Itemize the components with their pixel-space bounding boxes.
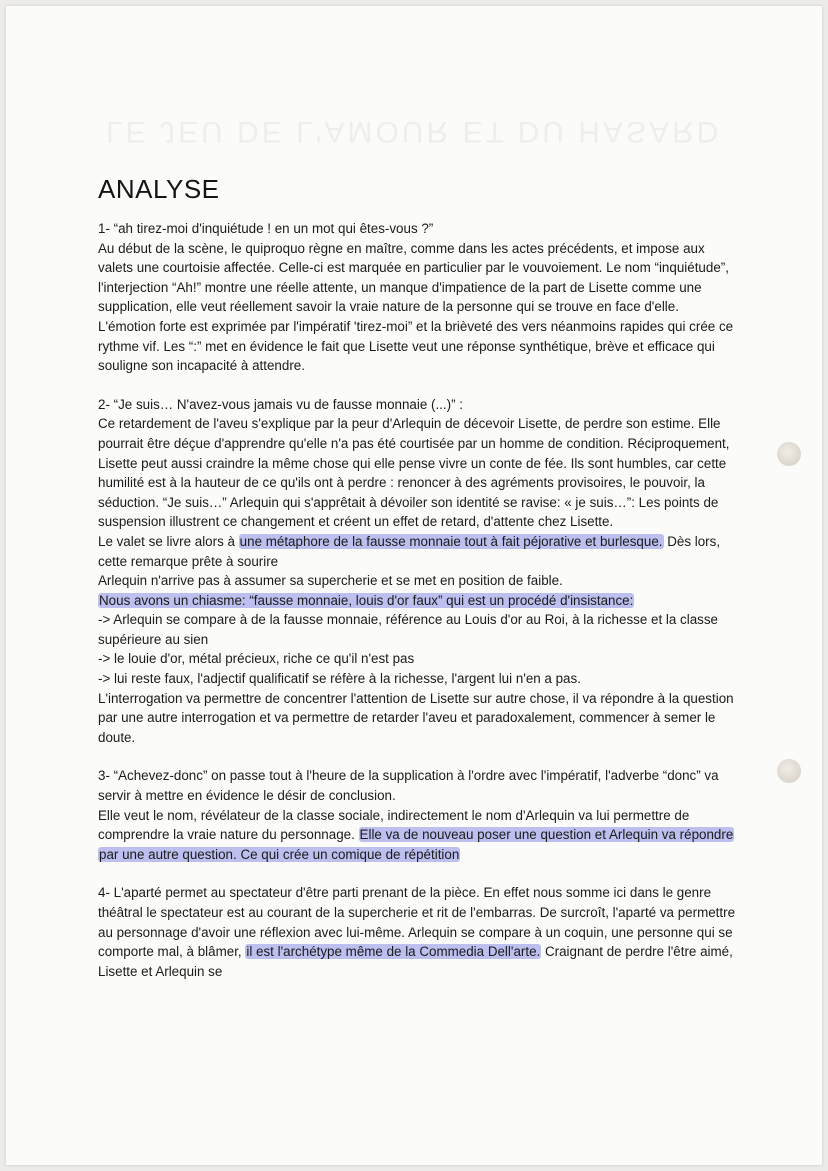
- paragraph-line: [98, 239, 738, 376]
- text-segment: Au début de la scène, le quiproquo règne en maître, comme dans les actes précédents, et impose aux valets une courtoisie affectée. Celle-ci est marquée en particulier par le vouvoiement. Le nom “inquiétude”, l'interjection “Ah!” montre une réelle attente, un manque d'impatience de la part de Lisette comme une supplication, elle veut réellement savoir la vraie nature de la personne qui se trouve en face d'elle. L'émotion forte est exprimée par l'impératif 'tirez-moi” et la brièveté des vers néanmoins rapides qui crée ce rythme vif. Les “:” met en évidence le fait que Lisette veut une réponse synthétique, brève et efficace qui souligne son incapacité à attendre.: [98, 240, 734, 374]
- text-segment: Le valet se livre alors à: [98, 533, 239, 549]
- text-segment: 2- “Je suis… N'avez-vous jamais vu de fausse monnaie (...)” :: [98, 396, 463, 412]
- document-page: [6, 6, 822, 1165]
- analysis-section-4: [98, 883, 738, 981]
- paragraph-line: [98, 591, 738, 611]
- analysis-section-1: [98, 219, 738, 376]
- paragraph-line: [98, 395, 738, 415]
- text-segment: -> lui reste faux, l'adjectif qualificatif se réfère à la richesse, l'argent lui n'en a pas.: [98, 671, 581, 687]
- text-segment: Elle veut le nom, révélateur de la classe sociale, indirectement le nom d'Arlequin va lui permettre de comprendre la vraie nature du personnage.: [98, 807, 690, 843]
- punch-hole-bottom: [777, 759, 801, 783]
- paragraph-line: [98, 669, 738, 689]
- text-segment: Arlequin n'arrive pas à assumer sa supercherie et se met en position de faible.: [98, 573, 563, 589]
- paragraph-line: [98, 414, 738, 532]
- text-segment: -> Arlequin se compare à de la fausse monnaie, référence au Louis d'or au Roi, à la richesse et la classe supérieure au sien: [98, 612, 718, 647]
- page-title: ANALYSE: [98, 174, 220, 204]
- text-segment: Ce retardement de l'aveu s'explique par la peur d'Arlequin de décevoir Lisette, de perdre son estime. Elle pourrait être déçue d'apprendre qu'elle n'a pas été courtisée par un homme de condition. Réciproquement, Lisette peut aussi craindre la même chose qui elle pense vivre un conte de fée. Ils sont humbles, car cette humilité est à la hauteur de ce qu'ils ont à perdre : renoncer à des agréments provisoires, le pouvoir, la séduction. “Je suis…” Arlequin qui s'apprêtait à dévoiler son identité se ravise: « je suis…”: Les points de suspension illustrent ce changement et créent un effet de retard, d'attente chez Lisette.: [98, 416, 730, 530]
- text-segment: 1- “ah tirez-moi d'inquiétude ! en un mot qui êtes-vous ?”: [98, 221, 434, 236]
- text-segment: Dès lors, cette remarque prête à sourire: [98, 533, 721, 569]
- bleed-through-title: LE JEU DE L'AMOUR ET DU HASARD: [106, 115, 722, 148]
- highlighted-text: il est l'archétype même de la Commedia Dell'arte.: [246, 944, 541, 960]
- analysis-sections: [98, 219, 738, 981]
- paragraph-line: [98, 806, 738, 865]
- paragraph-line: [98, 649, 738, 669]
- paragraph-line: [98, 883, 738, 981]
- paragraph-line: [98, 532, 738, 571]
- paragraph-line: [98, 689, 738, 748]
- paragraph-line: [98, 571, 738, 591]
- highlighted-text: Elle va de nouveau poser une question et Arlequin va répondre par une autre question. Ce qui crée un comique de répétition: [99, 827, 734, 862]
- highlighted-text: Nous avons un chiasme: “fausse monnaie, louis d'or faux” qui est un procédé d'insistance:: [99, 592, 634, 608]
- paragraph-line: [98, 766, 738, 805]
- highlighted-text: une métaphore de la fausse monnaie tout à fait péjorative et burlesque.: [239, 533, 663, 549]
- text-segment: 4- L'aparté permet au spectateur d'être parti prenant de la pièce. En effet nous somme ici dans le genre théâtral le spectateur est au courant de la supercherie et rit de l'embarras. De surcroît, l'aparté va permettre au personnage d'avoir une réflexion avec lui-même. Arlequin se compare à un coquin, une personne qui se comporte mal, à blâmer,: [98, 885, 736, 960]
- paragraph-line: [98, 610, 738, 649]
- text-segment: Craignant de perdre l'être aimé, Lisette et Arlequin se: [98, 944, 733, 979]
- punch-hole-top: [777, 442, 801, 466]
- text-segment: L'interrogation va permettre de concentrer l'attention de Lisette sur autre chose, il va répondre à la question par une autre interrogation et va permettre de retarder l'aveu et paradoxalement, commencer à semer le doute.: [98, 690, 734, 745]
- text-segment: 3- “Achevez-donc” on passe tout à l'heure de la supplication à l'ordre avec l'impératif, l'adverbe “donc” va servir à mettre en évidence le désir de conclusion.: [98, 768, 719, 804]
- analysis-section-2: [98, 395, 738, 748]
- text-segment: -> le louie d'or, métal précieux, riche ce qu'il n'est pas: [98, 651, 415, 667]
- paragraph-line: [98, 219, 738, 239]
- document-body: [98, 174, 738, 1000]
- analysis-section-3: [98, 766, 738, 864]
